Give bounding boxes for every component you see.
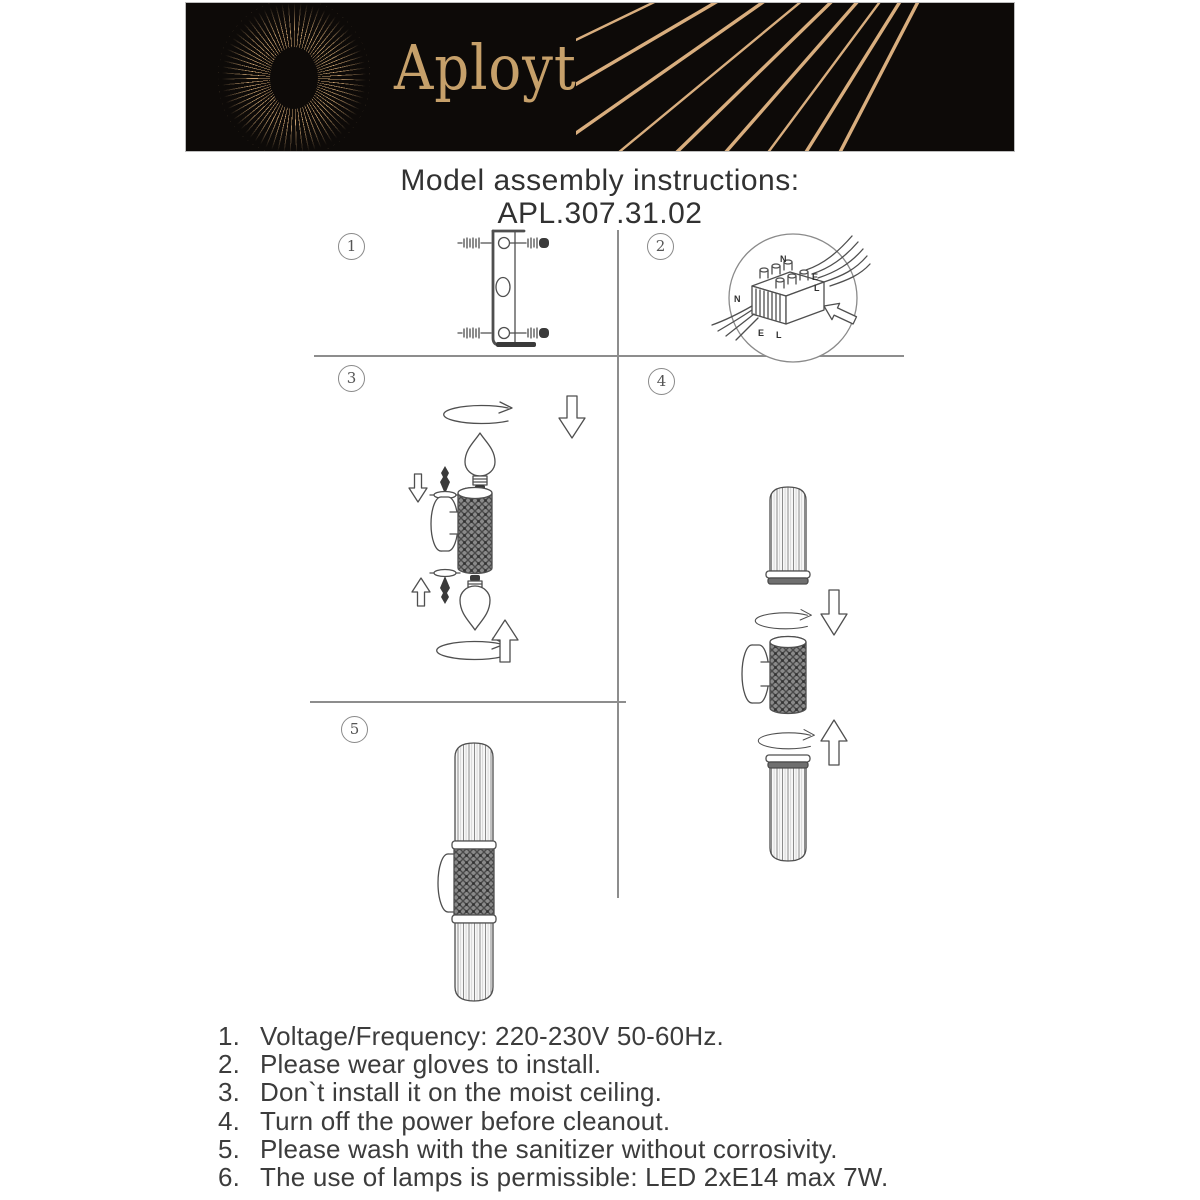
finial-top-icon: [430, 466, 460, 499]
fluted-shade-bottom: [766, 755, 810, 861]
lamp-body: [431, 488, 492, 574]
wire-label-n-top: N: [780, 254, 787, 264]
rotate-arrow-bottom-icon: [437, 638, 505, 660]
step2-wiring-drawing: [700, 226, 890, 374]
brand-wordmark: Aployt: [394, 31, 577, 104]
instruction-number: 5.: [218, 1133, 241, 1164]
instruction-text: Turn off the power before cleanout.: [260, 1105, 671, 1136]
wire-label-e-bottom: E: [758, 328, 765, 338]
small-down-arrow-icon: [409, 474, 427, 502]
rotate-arrow-top-icon: [444, 402, 512, 424]
finial-bottom-icon: [430, 570, 460, 605]
corner-rays-decoration: [576, 2, 1015, 152]
step-5-badge: 5: [341, 716, 368, 743]
wire-label-l-top: L: [814, 283, 820, 293]
instruction-number: 2.: [218, 1049, 241, 1080]
rotate-arrow-bottom-icon: [758, 730, 814, 749]
instruction-number: 3.: [218, 1077, 241, 1108]
candle-bulb-top: [465, 433, 495, 491]
bracket-base-bar: [496, 342, 536, 347]
step-4-badge: 4: [648, 368, 675, 395]
lamp-body: [742, 637, 806, 714]
instruction-item: [218, 1022, 1008, 1050]
step-3-badge: 3: [338, 365, 365, 392]
starburst-core: [270, 47, 318, 109]
wire-label-e-top: E: [812, 272, 819, 282]
instruction-item: [218, 1163, 1008, 1191]
model-number: APL.307.31.02: [497, 197, 703, 230]
instruction-text: The use of lamps is permissible: LED 2xE14 max 7W.: [260, 1162, 889, 1193]
instruction-item: [218, 1050, 1008, 1078]
step-2-badge: 2: [647, 233, 674, 260]
step5-assembled-lamp-drawing: [358, 733, 610, 1013]
instruction-number: 4.: [218, 1105, 241, 1136]
step-1-badge: 1: [338, 233, 365, 260]
rotate-arrow-top-icon: [755, 610, 811, 629]
candle-bulb-bottom: [460, 575, 490, 630]
instruction-number: 1.: [218, 1021, 241, 1051]
small-up-arrow-icon: [412, 578, 430, 606]
step4-shade-install-drawing: [688, 468, 906, 870]
instruction-text: Voltage/Frequency: 220-230V 50-60Hz.: [260, 1021, 724, 1051]
down-arrow-icon: [821, 590, 847, 635]
step1-mounting-bracket-drawing: [438, 224, 568, 358]
screw-top-icon: [510, 238, 549, 248]
instruction-number: 6.: [218, 1162, 241, 1193]
page-title: Model assembly instructions:: [400, 164, 800, 197]
wall-anchor-top-icon: [458, 238, 491, 248]
step3-bulb-install-drawing: [328, 392, 620, 704]
assembled-mesh-center: [454, 849, 494, 915]
brand-banner: [185, 2, 1015, 152]
instruction-text: Don`t install it on the moist ceiling.: [260, 1077, 663, 1108]
up-arrow-icon: [821, 720, 847, 765]
instruction-item: [218, 1078, 1008, 1106]
assembled-top-shade: [455, 743, 493, 841]
instruction-item: [218, 1107, 1008, 1135]
wire-label-l-bottom: L: [776, 330, 782, 340]
wall-anchor-bottom-icon: [458, 328, 491, 338]
instruction-item: [218, 1135, 1008, 1163]
instructions-list: [218, 1022, 1008, 1191]
screw-bottom-icon: [510, 328, 549, 338]
fluted-shade-top: [766, 487, 810, 584]
instruction-text: Please wash with the sanitizer without corrosivity.: [260, 1133, 838, 1164]
wire-label-n-bottom: N: [734, 294, 741, 304]
down-arrow-icon: [559, 396, 585, 438]
instruction-text: Please wear gloves to install.: [260, 1049, 602, 1080]
assembled-bottom-shade: [455, 923, 493, 1001]
up-arrow-icon: [492, 620, 518, 662]
